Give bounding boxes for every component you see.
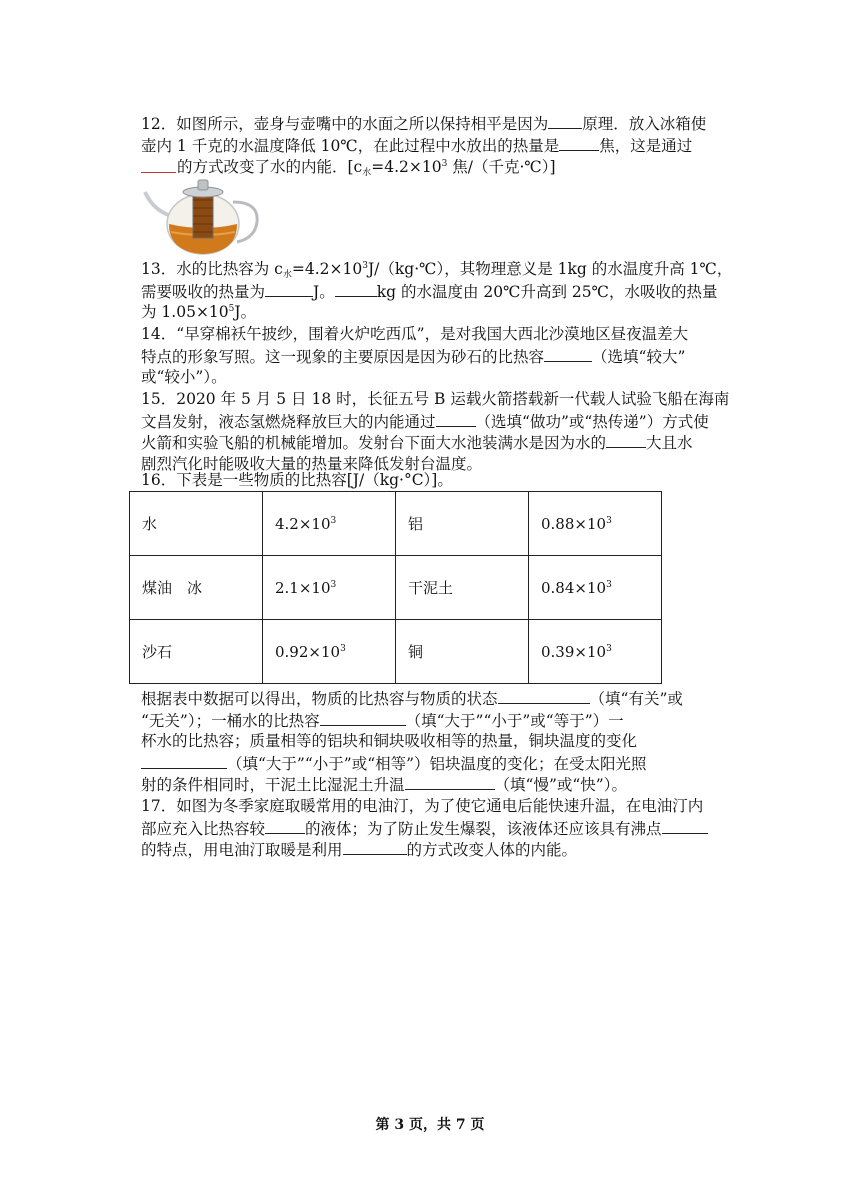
table-cell: $0.39\times 10^3$ [529, 620, 662, 684]
table-cell: $0.92\times 10^3$ [263, 620, 396, 684]
question-14: 14．“早穿棉袄午披纱，围着火炉吃西瓜”，是对我国大西北沙漠地区昼夜温差大 特点的形象写照。这一现象的主要原因是因为砂石的比热容 （选填“较大” 或“较小”）。 [141, 325, 689, 386]
table-cell: $2.1\times 10^3$ [263, 556, 396, 620]
table-cell: 沙石 [130, 620, 263, 684]
question-16: 16．下表是一些物质的比热容[J/（kg·°C）]。 [141, 471, 453, 489]
teapot-image [141, 172, 261, 256]
question-15: 15．2020 年 5 月 5 日 18 时，长征五号 B 运载火箭搭载新一代载人试验飞船在海南 文昌发射，液态氢燃烧释放巨大的内能通过 （选填“做功”或“热传递”）方式使 火箭和实验飞船的机械能增加。发射台下面大水池装满水是因为水的 大且水 剧烈汽化时能吸收大量的热量来降低发射台温度。 [141, 390, 730, 473]
table-cell: 干泥土 [396, 556, 529, 620]
specific-heat-table [129, 491, 662, 684]
table-row [130, 620, 662, 684]
table-cell: 水 [130, 492, 263, 556]
table-cell: $4.2\times 10^3$ [263, 492, 396, 556]
question-13: 13．水的比热容为 $c_水=4.2\times 10^3J/(kg\cdot℃)$，其物理意义是 1kg 的水温度升高 1℃， 需要吸收的热量为 J。 kg 的水温度由 20℃升高到 25℃，水吸收的热量 为 $1.05\times 10^5J$。 [141, 260, 733, 321]
table-cell: 煤油 冰 [130, 556, 263, 620]
page-number: 第 3 页，共 7 页 [375, 1117, 485, 1133]
table-cell: $0.84\times 10^3$ [529, 556, 662, 620]
table-cell: 铝 [396, 492, 529, 556]
question-16-body: 根据表中数据可以得出，物质的比热容与物质的状态 （填“有关”或 “无关”）；一桶水的比热容 （填“大于”“小于”或“等于”）一 杯水的比热容；质量相等的铝块和铜块吸收相等的热量，铜块温度的变化 （填“大于”“小于”或“相等”）铝块温度的变化；在受太阳光照 射的条件相同时，干泥土比湿泥土升温 （填“慢”或“快”）。 [141, 690, 683, 794]
question-12: 12．如图所示，壶身与壶嘴中的水面之所以保持相平是因为 原理．放入冰箱使 壶内 1 千克的水温度降低 10℃，在此过程中水放出的热量是 焦，这是通过 的方式改变了水的内能．[$c_水=4.2\times 10^3$ 焦/（千克·℃）] [141, 115, 707, 178]
table-cell: 铜 [396, 620, 529, 684]
table-row [130, 492, 662, 556]
table-row [130, 556, 662, 620]
question-17: 17．如图为冬季家庭取暖常用的电油汀，为了使它通电后能快速升温，在电油汀内 部应充入比热容较 的液体；为了防止发生爆裂，该液体还应该具有沸点 的特点，用电油汀取暖是利用 的方式改变人体的内能。 [141, 796, 721, 861]
table-cell: $0.88\times 10^3$ [529, 492, 662, 556]
